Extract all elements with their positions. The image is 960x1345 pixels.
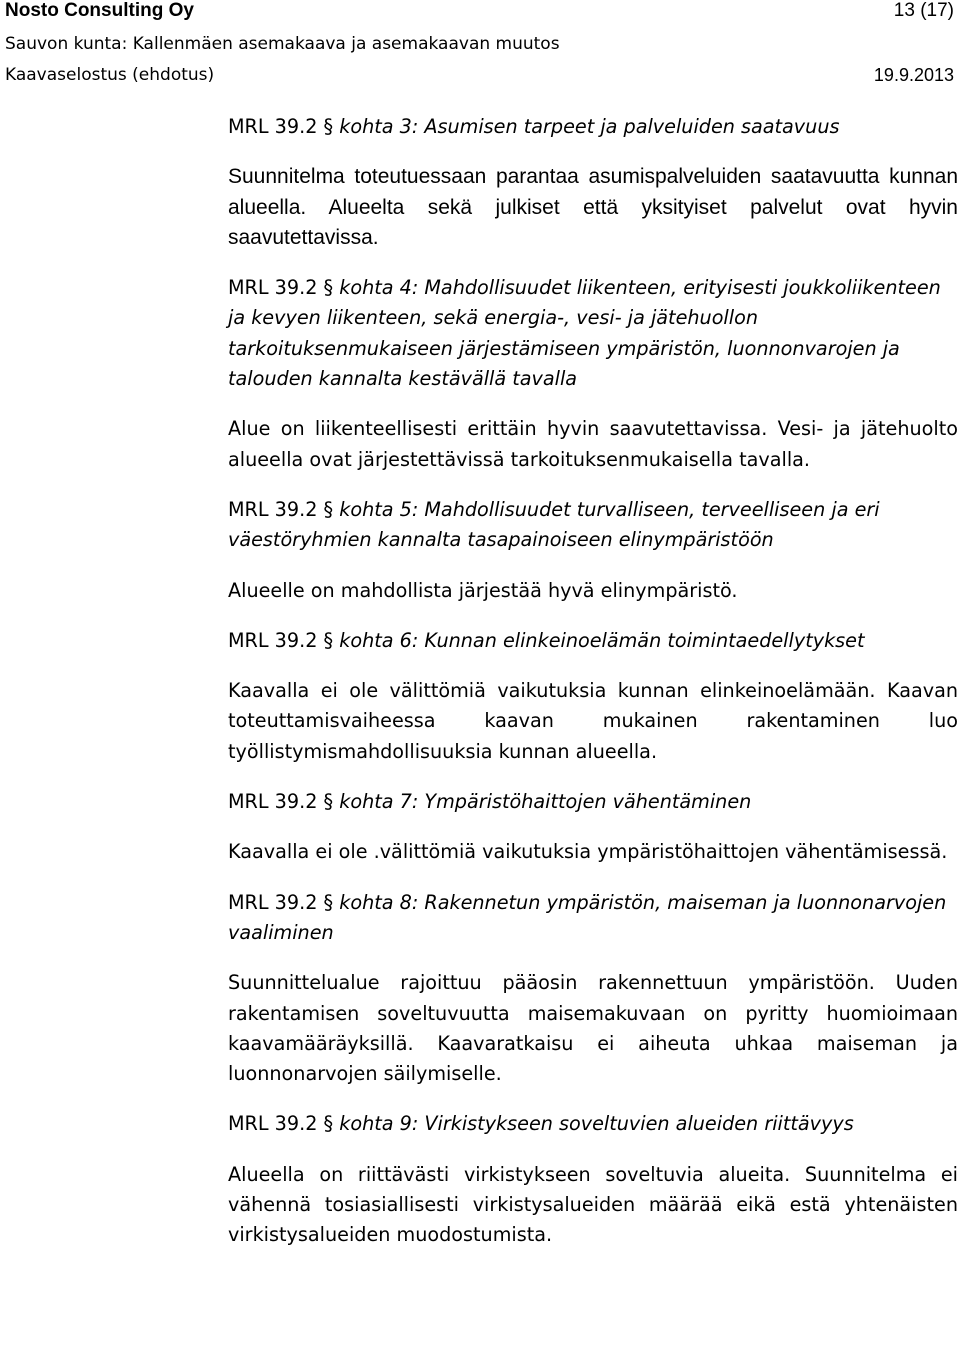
section-heading-6: [228, 626, 958, 656]
header-company: Nosto Consulting Oy: [5, 0, 194, 21]
header-page-number: 13 (17): [893, 0, 954, 21]
law-reference: MRL 39.2: [228, 497, 318, 521]
section-title: kohta 6: Kunnan elinkeinoelämän toimintaedellytykset: [339, 628, 865, 652]
section-body-7: Kaavalla ei ole .välittömiä vaikutuksia ympäristöhaittojen vähentämisessä.: [228, 840, 948, 864]
header-divider: [0, 91, 960, 92]
section-symbol: §: [323, 790, 334, 814]
law-reference: MRL 39.2: [228, 628, 318, 652]
law-reference: MRL 39.2: [228, 1112, 318, 1136]
section-title: kohta 9: Virkistykseen soveltuvien alueiden riittävyys: [339, 1112, 854, 1136]
section-title: kohta 8: Rakennetun ympäristön, maiseman ja luonnonarvojen vaaliminen: [228, 890, 947, 944]
section-title: kohta 3: Asumisen tarpeet ja palveluiden saatavuus: [339, 115, 840, 138]
section-symbol: §: [323, 497, 334, 521]
section-heading-5: [228, 495, 958, 556]
section-title: kohta 7: Ympäristöhaittojen vähentäminen: [339, 790, 752, 814]
section-body-8: Suunnittelualue rajoittuu pääosin rakennettuun ympäristöön. Uuden rakentamisen soveltuvuutta maisemakuvaan on pyritty huomioimaan kaavamääräyksillä. Kaavaratkaisu ei aiheuta uhkaa maiseman ja luonnonarvojen säilymiselle.: [228, 971, 958, 1086]
section-heading-4: [228, 273, 958, 394]
section-heading-3: [228, 112, 958, 142]
section-body-5: Alueelle on mahdollista järjestää hyvä elinympäristö.: [228, 578, 738, 602]
document-body: [228, 112, 958, 1271]
section-heading-8: [228, 888, 958, 949]
section-symbol: §: [323, 276, 334, 300]
header-date: 19.9.2013: [873, 65, 954, 85]
law-reference: MRL 39.2: [228, 890, 318, 914]
law-reference: MRL 39.2: [228, 276, 318, 300]
section-heading-7: [228, 787, 958, 817]
section-body-3: Suunnitelma toteutuessaan parantaa asumispalveluiden saatavuutta kunnan alueella. Alueelta sekä julkiset että yksityiset palvelut ovat hyvin saavutettavissa.: [228, 165, 958, 249]
section-body-9: Alueella on riittävästi virkistykseen soveltuvia alueita. Suunnitelma ei vähennä tosiasiallisesti virkistysalueiden määrää eikä estä yhtenäisten virkistysalueiden muodostumista.: [228, 1162, 958, 1247]
section-symbol: §: [323, 890, 334, 914]
header-project: Sauvon kunta: Kallenmäen asemakaava ja asemakaavan muutos: [5, 34, 560, 54]
header-document: Kaavaselostus (ehdotus): [5, 65, 215, 85]
section-symbol: §: [323, 1112, 334, 1136]
section-symbol: §: [323, 115, 334, 138]
section-heading-9: [228, 1109, 958, 1139]
law-reference: MRL 39.2: [228, 790, 318, 814]
section-symbol: §: [323, 628, 334, 652]
section-title: kohta 5: Mahdollisuudet turvalliseen, terveelliseen ja eri väestöryhmien kannalta tasapainoiseen elinympäristöön: [228, 497, 880, 552]
section-body-4: Alue on liikenteellisesti erittäin hyvin saavutettavissa. Vesi- ja jätehuolto alueella ovat järjestettävissä tarkoituksenmukaisella tavalla.: [228, 417, 958, 471]
law-reference: MRL 39.2: [228, 115, 318, 138]
section-title: kohta 4: Mahdollisuudet liikenteen, erityisesti joukkoliikenteen ja kevyen liikenteen, sekä energia-, vesi- ja jätehuollon tarkoituksenmukaiseen järjestämiseen ympäristön, luonnonvarojen ja talouden kannalta kestävällä tavalla: [228, 276, 941, 391]
section-body-6: Kaavalla ei ole välittömiä vaikutuksia kunnan elinkeinoelämään. Kaavan toteuttamisvaiheessa kaavan mukainen rakentaminen luo työllistymismahdollisuuksia kunnan alueella.: [228, 679, 958, 763]
